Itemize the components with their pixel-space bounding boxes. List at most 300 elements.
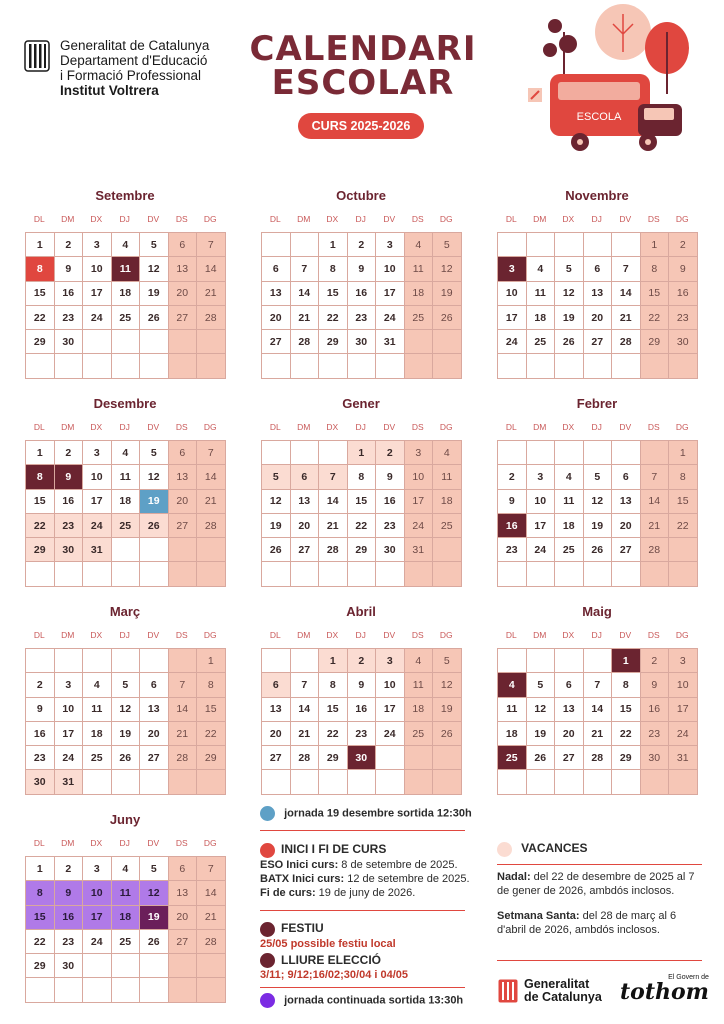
day-cell[interactable]: 21 bbox=[197, 282, 226, 306]
day-cell[interactable]: 19 bbox=[140, 906, 169, 930]
day-cell[interactable]: 18 bbox=[555, 514, 584, 538]
day-cell[interactable]: 4 bbox=[527, 257, 556, 281]
day-cell[interactable]: 4 bbox=[405, 233, 434, 257]
day-cell[interactable]: 8 bbox=[26, 257, 55, 281]
day-cell[interactable]: 14 bbox=[197, 465, 226, 489]
day-cell[interactable]: 2 bbox=[348, 649, 377, 673]
day-cell[interactable]: 29 bbox=[26, 954, 55, 978]
day-cell[interactable]: 23 bbox=[348, 306, 377, 330]
day-cell[interactable]: 8 bbox=[319, 257, 348, 281]
day-cell[interactable]: 22 bbox=[319, 306, 348, 330]
day-cell[interactable]: 8 bbox=[348, 465, 377, 489]
day-cell[interactable]: 27 bbox=[612, 538, 641, 562]
day-cell[interactable]: 29 bbox=[641, 330, 670, 354]
day-cell[interactable]: 12 bbox=[433, 673, 462, 697]
day-cell[interactable]: 25 bbox=[527, 330, 556, 354]
day-cell[interactable]: 2 bbox=[498, 465, 527, 489]
day-cell[interactable]: 18 bbox=[498, 722, 527, 746]
day-cell[interactable]: 6 bbox=[262, 257, 291, 281]
day-cell[interactable]: 26 bbox=[140, 514, 169, 538]
day-cell[interactable]: 24 bbox=[527, 538, 556, 562]
day-cell[interactable]: 12 bbox=[433, 257, 462, 281]
day-cell[interactable]: 24 bbox=[669, 722, 698, 746]
day-cell[interactable]: 10 bbox=[83, 881, 112, 905]
day-cell[interactable]: 27 bbox=[169, 514, 198, 538]
day-cell[interactable]: 17 bbox=[83, 490, 112, 514]
day-cell[interactable]: 22 bbox=[348, 514, 377, 538]
day-cell[interactable]: 19 bbox=[433, 282, 462, 306]
day-cell[interactable]: 31 bbox=[376, 330, 405, 354]
day-cell[interactable]: 19 bbox=[584, 514, 613, 538]
day-cell[interactable]: 25 bbox=[433, 514, 462, 538]
day-cell[interactable]: 22 bbox=[26, 514, 55, 538]
day-cell[interactable]: 19 bbox=[555, 306, 584, 330]
day-cell[interactable]: 5 bbox=[262, 465, 291, 489]
day-cell[interactable]: 3 bbox=[498, 257, 527, 281]
day-cell[interactable]: 5 bbox=[140, 857, 169, 881]
day-cell[interactable]: 22 bbox=[197, 722, 226, 746]
day-cell[interactable]: 23 bbox=[669, 306, 698, 330]
day-cell[interactable]: 5 bbox=[140, 233, 169, 257]
day-cell[interactable]: 7 bbox=[291, 257, 320, 281]
day-cell[interactable]: 11 bbox=[112, 881, 141, 905]
day-cell[interactable]: 18 bbox=[112, 282, 141, 306]
day-cell[interactable]: 23 bbox=[376, 514, 405, 538]
day-cell[interactable]: 20 bbox=[169, 490, 198, 514]
day-cell[interactable]: 24 bbox=[405, 514, 434, 538]
day-cell[interactable]: 6 bbox=[612, 465, 641, 489]
day-cell[interactable]: 13 bbox=[169, 257, 198, 281]
day-cell[interactable]: 14 bbox=[641, 490, 670, 514]
day-cell[interactable]: 19 bbox=[112, 722, 141, 746]
day-cell[interactable]: 30 bbox=[26, 770, 55, 794]
day-cell[interactable]: 31 bbox=[55, 770, 84, 794]
day-cell[interactable]: 20 bbox=[291, 514, 320, 538]
day-cell[interactable]: 1 bbox=[612, 649, 641, 673]
day-cell[interactable]: 15 bbox=[26, 490, 55, 514]
day-cell[interactable]: 11 bbox=[405, 257, 434, 281]
day-cell[interactable]: 4 bbox=[112, 857, 141, 881]
day-cell[interactable]: 14 bbox=[291, 698, 320, 722]
day-cell[interactable]: 9 bbox=[55, 465, 84, 489]
day-cell[interactable]: 3 bbox=[527, 465, 556, 489]
day-cell[interactable]: 28 bbox=[291, 330, 320, 354]
day-cell[interactable]: 21 bbox=[169, 722, 198, 746]
day-cell[interactable]: 17 bbox=[498, 306, 527, 330]
day-cell[interactable]: 9 bbox=[348, 673, 377, 697]
day-cell[interactable]: 28 bbox=[612, 330, 641, 354]
day-cell[interactable]: 4 bbox=[83, 673, 112, 697]
day-cell[interactable]: 21 bbox=[612, 306, 641, 330]
day-cell[interactable]: 27 bbox=[555, 746, 584, 770]
day-cell[interactable]: 15 bbox=[641, 282, 670, 306]
day-cell[interactable]: 29 bbox=[319, 330, 348, 354]
day-cell[interactable]: 28 bbox=[641, 538, 670, 562]
day-cell[interactable]: 10 bbox=[405, 465, 434, 489]
day-cell[interactable]: 26 bbox=[433, 722, 462, 746]
day-cell[interactable]: 10 bbox=[83, 465, 112, 489]
day-cell[interactable]: 6 bbox=[291, 465, 320, 489]
day-cell[interactable]: 27 bbox=[262, 330, 291, 354]
day-cell[interactable]: 22 bbox=[641, 306, 670, 330]
day-cell[interactable]: 24 bbox=[83, 306, 112, 330]
day-cell[interactable]: 6 bbox=[584, 257, 613, 281]
day-cell[interactable]: 3 bbox=[83, 857, 112, 881]
day-cell[interactable]: 19 bbox=[527, 722, 556, 746]
day-cell[interactable]: 13 bbox=[140, 698, 169, 722]
day-cell[interactable]: 13 bbox=[555, 698, 584, 722]
day-cell[interactable]: 26 bbox=[140, 930, 169, 954]
day-cell[interactable]: 25 bbox=[555, 538, 584, 562]
day-cell[interactable]: 20 bbox=[262, 306, 291, 330]
day-cell[interactable]: 16 bbox=[348, 282, 377, 306]
day-cell[interactable]: 22 bbox=[26, 930, 55, 954]
day-cell[interactable]: 17 bbox=[83, 906, 112, 930]
day-cell[interactable]: 11 bbox=[527, 282, 556, 306]
day-cell[interactable]: 20 bbox=[169, 906, 198, 930]
day-cell[interactable]: 23 bbox=[55, 306, 84, 330]
day-cell[interactable]: 29 bbox=[612, 746, 641, 770]
day-cell[interactable]: 30 bbox=[376, 538, 405, 562]
day-cell[interactable]: 19 bbox=[262, 514, 291, 538]
day-cell[interactable]: 19 bbox=[140, 282, 169, 306]
day-cell[interactable]: 4 bbox=[112, 233, 141, 257]
day-cell[interactable]: 13 bbox=[612, 490, 641, 514]
day-cell[interactable]: 12 bbox=[140, 881, 169, 905]
day-cell[interactable]: 6 bbox=[169, 233, 198, 257]
day-cell[interactable]: 16 bbox=[348, 698, 377, 722]
day-cell[interactable]: 1 bbox=[319, 649, 348, 673]
day-cell[interactable]: 8 bbox=[669, 465, 698, 489]
day-cell[interactable]: 15 bbox=[612, 698, 641, 722]
day-cell[interactable]: 13 bbox=[291, 490, 320, 514]
day-cell[interactable]: 9 bbox=[641, 673, 670, 697]
day-cell[interactable]: 29 bbox=[348, 538, 377, 562]
day-cell[interactable]: 11 bbox=[405, 673, 434, 697]
day-cell[interactable]: 7 bbox=[319, 465, 348, 489]
day-cell[interactable]: 8 bbox=[26, 881, 55, 905]
day-cell[interactable]: 1 bbox=[26, 441, 55, 465]
day-cell[interactable]: 12 bbox=[140, 257, 169, 281]
day-cell[interactable]: 16 bbox=[55, 282, 84, 306]
day-cell[interactable]: 14 bbox=[197, 881, 226, 905]
day-cell[interactable]: 5 bbox=[433, 233, 462, 257]
day-cell[interactable]: 21 bbox=[641, 514, 670, 538]
day-cell[interactable]: 25 bbox=[112, 514, 141, 538]
day-cell[interactable]: 17 bbox=[405, 490, 434, 514]
day-cell[interactable]: 24 bbox=[498, 330, 527, 354]
day-cell[interactable]: 20 bbox=[169, 282, 198, 306]
day-cell[interactable]: 18 bbox=[112, 490, 141, 514]
day-cell[interactable]: 6 bbox=[169, 857, 198, 881]
day-cell[interactable]: 22 bbox=[612, 722, 641, 746]
day-cell[interactable]: 31 bbox=[669, 746, 698, 770]
day-cell[interactable]: 1 bbox=[669, 441, 698, 465]
day-cell[interactable]: 8 bbox=[612, 673, 641, 697]
day-cell[interactable]: 6 bbox=[140, 673, 169, 697]
day-cell[interactable]: 1 bbox=[348, 441, 377, 465]
day-cell[interactable]: 7 bbox=[584, 673, 613, 697]
day-cell[interactable]: 13 bbox=[169, 881, 198, 905]
day-cell[interactable]: 5 bbox=[140, 441, 169, 465]
day-cell[interactable]: 12 bbox=[555, 282, 584, 306]
day-cell[interactable]: 4 bbox=[555, 465, 584, 489]
day-cell[interactable]: 30 bbox=[641, 746, 670, 770]
day-cell[interactable]: 12 bbox=[140, 465, 169, 489]
day-cell[interactable]: 1 bbox=[26, 233, 55, 257]
day-cell[interactable]: 18 bbox=[527, 306, 556, 330]
day-cell[interactable]: 16 bbox=[669, 282, 698, 306]
day-cell[interactable]: 25 bbox=[112, 306, 141, 330]
day-cell[interactable]: 12 bbox=[112, 698, 141, 722]
day-cell[interactable]: 14 bbox=[197, 257, 226, 281]
day-cell[interactable]: 3 bbox=[405, 441, 434, 465]
day-cell[interactable]: 21 bbox=[319, 514, 348, 538]
day-cell[interactable]: 23 bbox=[348, 722, 377, 746]
day-cell[interactable]: 26 bbox=[555, 330, 584, 354]
day-cell[interactable]: 30 bbox=[55, 538, 84, 562]
day-cell[interactable]: 8 bbox=[319, 673, 348, 697]
day-cell[interactable]: 28 bbox=[197, 514, 226, 538]
day-cell[interactable]: 13 bbox=[584, 282, 613, 306]
day-cell[interactable]: 16 bbox=[26, 722, 55, 746]
day-cell[interactable]: 2 bbox=[669, 233, 698, 257]
day-cell[interactable]: 24 bbox=[376, 722, 405, 746]
day-cell[interactable]: 15 bbox=[319, 282, 348, 306]
day-cell[interactable]: 18 bbox=[433, 490, 462, 514]
day-cell[interactable]: 17 bbox=[669, 698, 698, 722]
day-cell[interactable]: 30 bbox=[55, 954, 84, 978]
day-cell[interactable]: 16 bbox=[55, 490, 84, 514]
day-cell[interactable]: 3 bbox=[376, 233, 405, 257]
day-cell[interactable]: 15 bbox=[319, 698, 348, 722]
day-cell[interactable]: 8 bbox=[26, 465, 55, 489]
day-cell[interactable]: 2 bbox=[55, 233, 84, 257]
day-cell[interactable]: 6 bbox=[169, 441, 198, 465]
day-cell[interactable]: 20 bbox=[262, 722, 291, 746]
day-cell[interactable]: 28 bbox=[291, 746, 320, 770]
day-cell[interactable]: 30 bbox=[348, 330, 377, 354]
day-cell[interactable]: 28 bbox=[197, 930, 226, 954]
day-cell[interactable]: 26 bbox=[584, 538, 613, 562]
day-cell[interactable]: 4 bbox=[498, 673, 527, 697]
day-cell[interactable]: 2 bbox=[641, 649, 670, 673]
day-cell[interactable]: 9 bbox=[26, 698, 55, 722]
day-cell[interactable]: 27 bbox=[169, 930, 198, 954]
day-cell[interactable]: 11 bbox=[112, 465, 141, 489]
day-cell[interactable]: 2 bbox=[55, 857, 84, 881]
day-cell[interactable]: 17 bbox=[83, 282, 112, 306]
day-cell[interactable]: 24 bbox=[83, 930, 112, 954]
day-cell[interactable]: 5 bbox=[527, 673, 556, 697]
day-cell[interactable]: 9 bbox=[55, 881, 84, 905]
day-cell[interactable]: 30 bbox=[55, 330, 84, 354]
day-cell[interactable]: 25 bbox=[405, 722, 434, 746]
day-cell[interactable]: 16 bbox=[641, 698, 670, 722]
day-cell[interactable]: 8 bbox=[197, 673, 226, 697]
day-cell[interactable]: 3 bbox=[376, 649, 405, 673]
day-cell[interactable]: 16 bbox=[498, 514, 527, 538]
day-cell[interactable]: 2 bbox=[26, 673, 55, 697]
day-cell[interactable]: 1 bbox=[26, 857, 55, 881]
day-cell[interactable]: 17 bbox=[376, 282, 405, 306]
day-cell[interactable]: 14 bbox=[612, 282, 641, 306]
day-cell[interactable]: 2 bbox=[55, 441, 84, 465]
day-cell[interactable]: 11 bbox=[433, 465, 462, 489]
day-cell[interactable]: 18 bbox=[405, 698, 434, 722]
day-cell[interactable]: 14 bbox=[169, 698, 198, 722]
day-cell[interactable]: 12 bbox=[262, 490, 291, 514]
day-cell[interactable]: 22 bbox=[669, 514, 698, 538]
day-cell[interactable]: 27 bbox=[169, 306, 198, 330]
day-cell[interactable]: 15 bbox=[197, 698, 226, 722]
day-cell[interactable]: 9 bbox=[376, 465, 405, 489]
day-cell[interactable]: 17 bbox=[55, 722, 84, 746]
day-cell[interactable]: 27 bbox=[140, 746, 169, 770]
day-cell[interactable]: 7 bbox=[169, 673, 198, 697]
day-cell[interactable]: 3 bbox=[83, 441, 112, 465]
day-cell[interactable]: 10 bbox=[376, 673, 405, 697]
day-cell[interactable]: 24 bbox=[83, 514, 112, 538]
day-cell[interactable]: 25 bbox=[498, 746, 527, 770]
day-cell[interactable]: 17 bbox=[376, 698, 405, 722]
day-cell[interactable]: 14 bbox=[291, 282, 320, 306]
day-cell[interactable]: 14 bbox=[584, 698, 613, 722]
day-cell[interactable]: 6 bbox=[262, 673, 291, 697]
day-cell[interactable]: 7 bbox=[197, 441, 226, 465]
day-cell[interactable]: 26 bbox=[262, 538, 291, 562]
day-cell[interactable]: 7 bbox=[641, 465, 670, 489]
day-cell[interactable]: 30 bbox=[348, 746, 377, 770]
day-cell[interactable]: 11 bbox=[498, 698, 527, 722]
day-cell[interactable]: 31 bbox=[405, 538, 434, 562]
day-cell[interactable]: 21 bbox=[197, 490, 226, 514]
day-cell[interactable]: 9 bbox=[498, 490, 527, 514]
day-cell[interactable]: 18 bbox=[83, 722, 112, 746]
day-cell[interactable]: 27 bbox=[262, 746, 291, 770]
day-cell[interactable]: 3 bbox=[83, 233, 112, 257]
day-cell[interactable]: 29 bbox=[26, 330, 55, 354]
day-cell[interactable]: 23 bbox=[498, 538, 527, 562]
day-cell[interactable]: 10 bbox=[55, 698, 84, 722]
day-cell[interactable]: 9 bbox=[669, 257, 698, 281]
day-cell[interactable]: 10 bbox=[527, 490, 556, 514]
day-cell[interactable]: 2 bbox=[348, 233, 377, 257]
day-cell[interactable]: 9 bbox=[55, 257, 84, 281]
day-cell[interactable]: 30 bbox=[669, 330, 698, 354]
day-cell[interactable]: 11 bbox=[112, 257, 141, 281]
day-cell[interactable]: 25 bbox=[405, 306, 434, 330]
day-cell[interactable]: 5 bbox=[433, 649, 462, 673]
day-cell[interactable]: 13 bbox=[262, 282, 291, 306]
day-cell[interactable]: 26 bbox=[433, 306, 462, 330]
day-cell[interactable]: 2 bbox=[376, 441, 405, 465]
day-cell[interactable]: 21 bbox=[291, 722, 320, 746]
day-cell[interactable]: 1 bbox=[197, 649, 226, 673]
day-cell[interactable]: 16 bbox=[55, 906, 84, 930]
day-cell[interactable]: 1 bbox=[641, 233, 670, 257]
day-cell[interactable]: 7 bbox=[612, 257, 641, 281]
day-cell[interactable]: 19 bbox=[433, 698, 462, 722]
day-cell[interactable]: 18 bbox=[405, 282, 434, 306]
day-cell[interactable]: 29 bbox=[197, 746, 226, 770]
day-cell[interactable]: 29 bbox=[26, 538, 55, 562]
day-cell[interactable]: 22 bbox=[319, 722, 348, 746]
day-cell[interactable]: 15 bbox=[669, 490, 698, 514]
day-cell[interactable]: 14 bbox=[319, 490, 348, 514]
day-cell[interactable]: 21 bbox=[584, 722, 613, 746]
day-cell[interactable]: 9 bbox=[348, 257, 377, 281]
day-cell[interactable]: 24 bbox=[376, 306, 405, 330]
day-cell[interactable]: 16 bbox=[376, 490, 405, 514]
day-cell[interactable]: 15 bbox=[26, 906, 55, 930]
day-cell[interactable]: 12 bbox=[584, 490, 613, 514]
day-cell[interactable]: 20 bbox=[612, 514, 641, 538]
day-cell[interactable]: 15 bbox=[26, 282, 55, 306]
day-cell[interactable]: 12 bbox=[527, 698, 556, 722]
day-cell[interactable]: 28 bbox=[169, 746, 198, 770]
day-cell[interactable]: 20 bbox=[140, 722, 169, 746]
day-cell[interactable]: 24 bbox=[55, 746, 84, 770]
day-cell[interactable]: 4 bbox=[433, 441, 462, 465]
day-cell[interactable]: 21 bbox=[291, 306, 320, 330]
day-cell[interactable]: 3 bbox=[55, 673, 84, 697]
day-cell[interactable]: 19 bbox=[140, 490, 169, 514]
day-cell[interactable]: 7 bbox=[197, 233, 226, 257]
day-cell[interactable]: 4 bbox=[112, 441, 141, 465]
day-cell[interactable]: 3 bbox=[669, 649, 698, 673]
day-cell[interactable]: 10 bbox=[669, 673, 698, 697]
day-cell[interactable]: 27 bbox=[584, 330, 613, 354]
day-cell[interactable]: 8 bbox=[641, 257, 670, 281]
day-cell[interactable]: 10 bbox=[498, 282, 527, 306]
day-cell[interactable]: 23 bbox=[55, 514, 84, 538]
day-cell[interactable]: 28 bbox=[319, 538, 348, 562]
day-cell[interactable]: 28 bbox=[197, 306, 226, 330]
day-cell[interactable]: 21 bbox=[197, 906, 226, 930]
day-cell[interactable]: 13 bbox=[262, 698, 291, 722]
day-cell[interactable]: 15 bbox=[348, 490, 377, 514]
day-cell[interactable]: 23 bbox=[26, 746, 55, 770]
day-cell[interactable]: 31 bbox=[83, 538, 112, 562]
day-cell[interactable]: 28 bbox=[584, 746, 613, 770]
day-cell[interactable]: 26 bbox=[140, 306, 169, 330]
day-cell[interactable]: 10 bbox=[376, 257, 405, 281]
day-cell[interactable]: 25 bbox=[112, 930, 141, 954]
day-cell[interactable]: 6 bbox=[555, 673, 584, 697]
day-cell[interactable]: 22 bbox=[26, 306, 55, 330]
day-cell[interactable]: 4 bbox=[405, 649, 434, 673]
day-cell[interactable]: 17 bbox=[527, 514, 556, 538]
day-cell[interactable]: 13 bbox=[169, 465, 198, 489]
day-cell[interactable]: 25 bbox=[83, 746, 112, 770]
day-cell[interactable]: 23 bbox=[55, 930, 84, 954]
day-cell[interactable]: 29 bbox=[319, 746, 348, 770]
day-cell[interactable]: 20 bbox=[555, 722, 584, 746]
day-cell[interactable]: 5 bbox=[555, 257, 584, 281]
day-cell[interactable]: 5 bbox=[112, 673, 141, 697]
day-cell[interactable]: 20 bbox=[584, 306, 613, 330]
day-cell[interactable]: 1 bbox=[319, 233, 348, 257]
day-cell[interactable]: 11 bbox=[555, 490, 584, 514]
day-cell[interactable]: 7 bbox=[197, 857, 226, 881]
day-cell[interactable]: 10 bbox=[83, 257, 112, 281]
day-cell[interactable]: 26 bbox=[112, 746, 141, 770]
day-cell[interactable]: 26 bbox=[527, 746, 556, 770]
day-cell[interactable]: 5 bbox=[584, 465, 613, 489]
day-cell[interactable]: 27 bbox=[291, 538, 320, 562]
day-cell[interactable]: 11 bbox=[83, 698, 112, 722]
